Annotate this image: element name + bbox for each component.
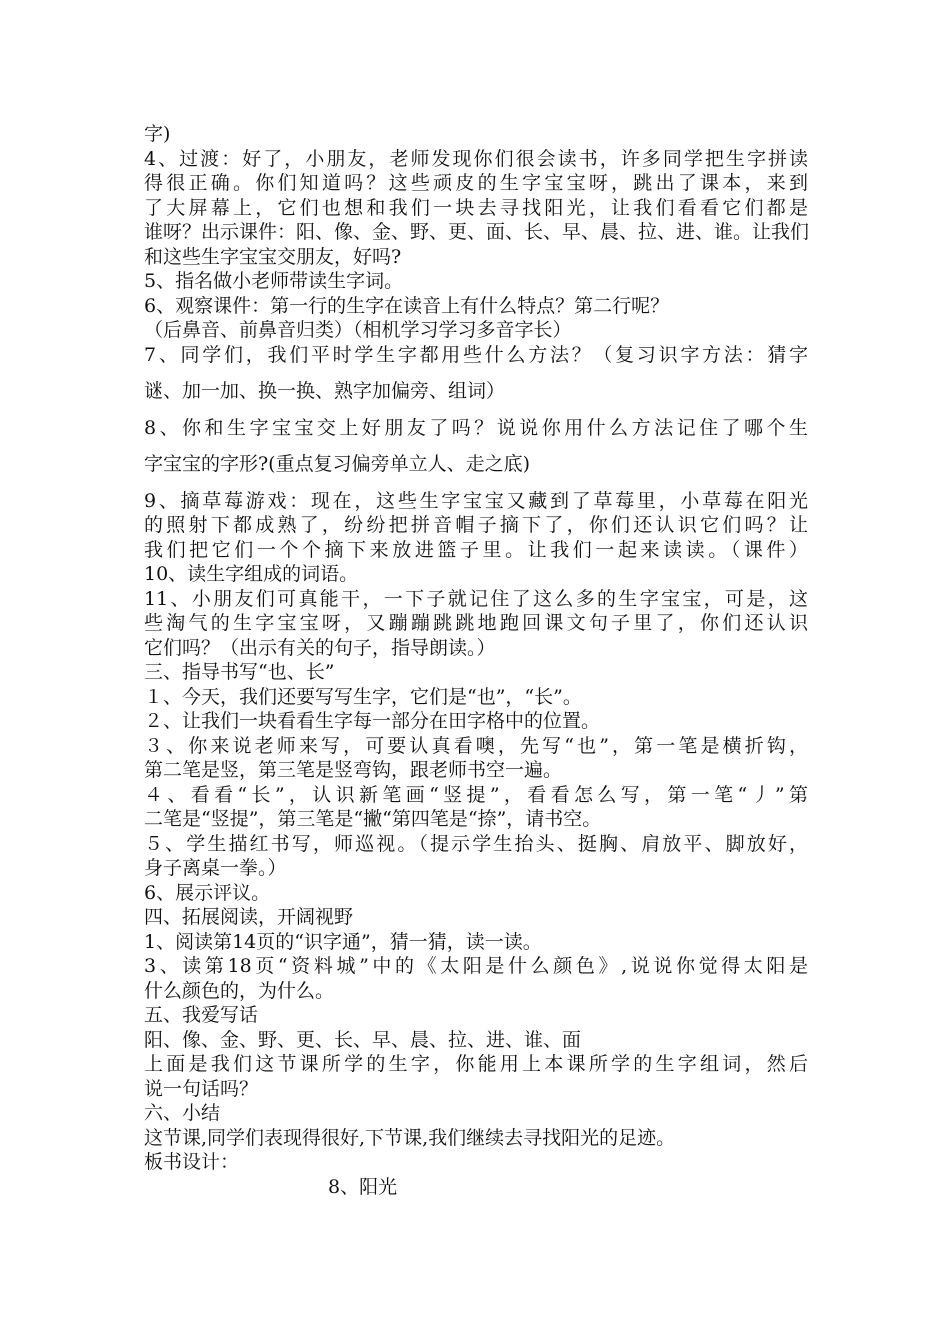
text-line: 10、读生字组成的词语。: [144, 563, 359, 585]
text-line: 我们把它们一个个摘下来放进篮子里。让我们一起来读读。（课件）: [144, 538, 808, 561]
text-line: 得很正确。你们知道吗？这些顽皮的生字宝宝呀，跳出了课本，来到: [144, 172, 808, 194]
section-heading: 三、指导书写“也、长”: [144, 661, 335, 683]
section-heading: 五、我爱写话: [144, 1004, 259, 1026]
text-line: ２、让我们一块看看生字每一部分在田字格中的位置。: [144, 710, 601, 732]
text-line: 说一句话吗？: [144, 1077, 259, 1100]
text-line: 板书设计：: [144, 1151, 240, 1173]
text-line: 这节课,同学们表现得很好,下节课,我们继续去寻找阳光的足迹。: [144, 1126, 676, 1149]
text-line: 些淘气的生字宝宝呀，又蹦蹦跳跳地跑回课文句子里了，你们还认识: [144, 612, 808, 634]
text-line: （后鼻音、前鼻音归类）（相机学习学习多音字长）: [144, 319, 572, 341]
text-line: 二笔是“竖提”，第三笔是“撇“第四笔是“捺”，请书空。: [144, 808, 602, 830]
text-line: 上面是我们这节课所学的生字，你能用上本课所学的生字组词，然后: [144, 1053, 808, 1075]
board-title: 8、阳光: [328, 1175, 398, 1198]
text-line: 谜、加一加、换一换、熟字加偏旁、组词）: [144, 380, 506, 402]
text-line: 1、阅读第14页的“识字通”，猜一猜，读一读。: [144, 930, 542, 953]
text-line: 阳、像、金、野、更、长、早、晨、拉、进、谁、面: [144, 1028, 582, 1051]
text-line: 6、观察课件：第一行的生字在读音上有什么特点？第二行呢？: [144, 294, 670, 317]
section-heading: 六、小结: [144, 1102, 221, 1124]
text-line: 谁呀？出示课件：阳、像、金、野、更、面、长、早、晨、拉、进、谁。让我们: [144, 221, 810, 243]
text-line: 3、读第18页“资料城”中的《太阳是什么颜色》,说说你觉得太阳是: [144, 955, 808, 977]
text-line: 字宝宝的字形?(重点复习偏旁单立人、走之底): [144, 453, 531, 475]
text-line: ５、学生描红书写，师巡视。（提示学生抬头、挺胸、肩放平、脚放好，: [144, 832, 808, 855]
text-line: 它们吗？（出示有关的句子，指导朗读。）: [144, 636, 496, 659]
text-line: ３、你来说老师来写，可要认真看噢，先写“也”，第一笔是横折钩，: [144, 734, 808, 757]
text-line: 8、你和生字宝宝交上好朋友了吗？说说你用什么方法记住了哪个生: [144, 416, 808, 439]
text-line: 11、小朋友们可真能干，一下子就记住了这么多的生字宝宝，可是，这: [144, 587, 808, 610]
text-line: 身子离桌一拳。）: [144, 857, 287, 879]
text-line: 和这些生字宝宝交朋友，好吗?: [144, 245, 402, 268]
text-line: 9、摘草莓游戏：现在，这些生字宝宝又藏到了草莓里，小草莓在阳光: [144, 489, 808, 512]
section-heading: 四、拓展阅读，开阔视野: [144, 906, 354, 928]
text-line: 什么颜色的，为什么。: [144, 979, 335, 1002]
text-line: １、今天，我们还要写写生字，它们是“也”，“长”。: [144, 685, 582, 708]
text-line: 的照射下都成熟了，纷纷把拼音帽子摘下了，你们还认识它们吗？让: [144, 514, 808, 536]
document-body: [144, 122, 808, 1199]
text-line: ４、看看“长”，认识新笔画“竖提”，看看怎么写，第一笔“丿”第: [144, 783, 808, 806]
text-line: 4、过渡：好了，小朋友，老师发现你们很会读书，许多同学把生字拼读: [144, 147, 808, 170]
text-line: 5、指名做小老师带读生字词。: [144, 270, 404, 292]
text-line: 字): [144, 123, 171, 145]
text-line: 了大屏幕上，它们也想和我们一块去寻找阳光，让我们看看它们都是: [144, 196, 808, 219]
text-line: 第二笔是竖，第三笔是竖弯钩，跟老师书空一遍。: [144, 759, 563, 781]
text-line: 7、同学们，我们平时学生字都用些什么方法？（复习识字方法：猜字: [144, 343, 808, 366]
text-line: 6、展示评议。: [144, 881, 271, 904]
